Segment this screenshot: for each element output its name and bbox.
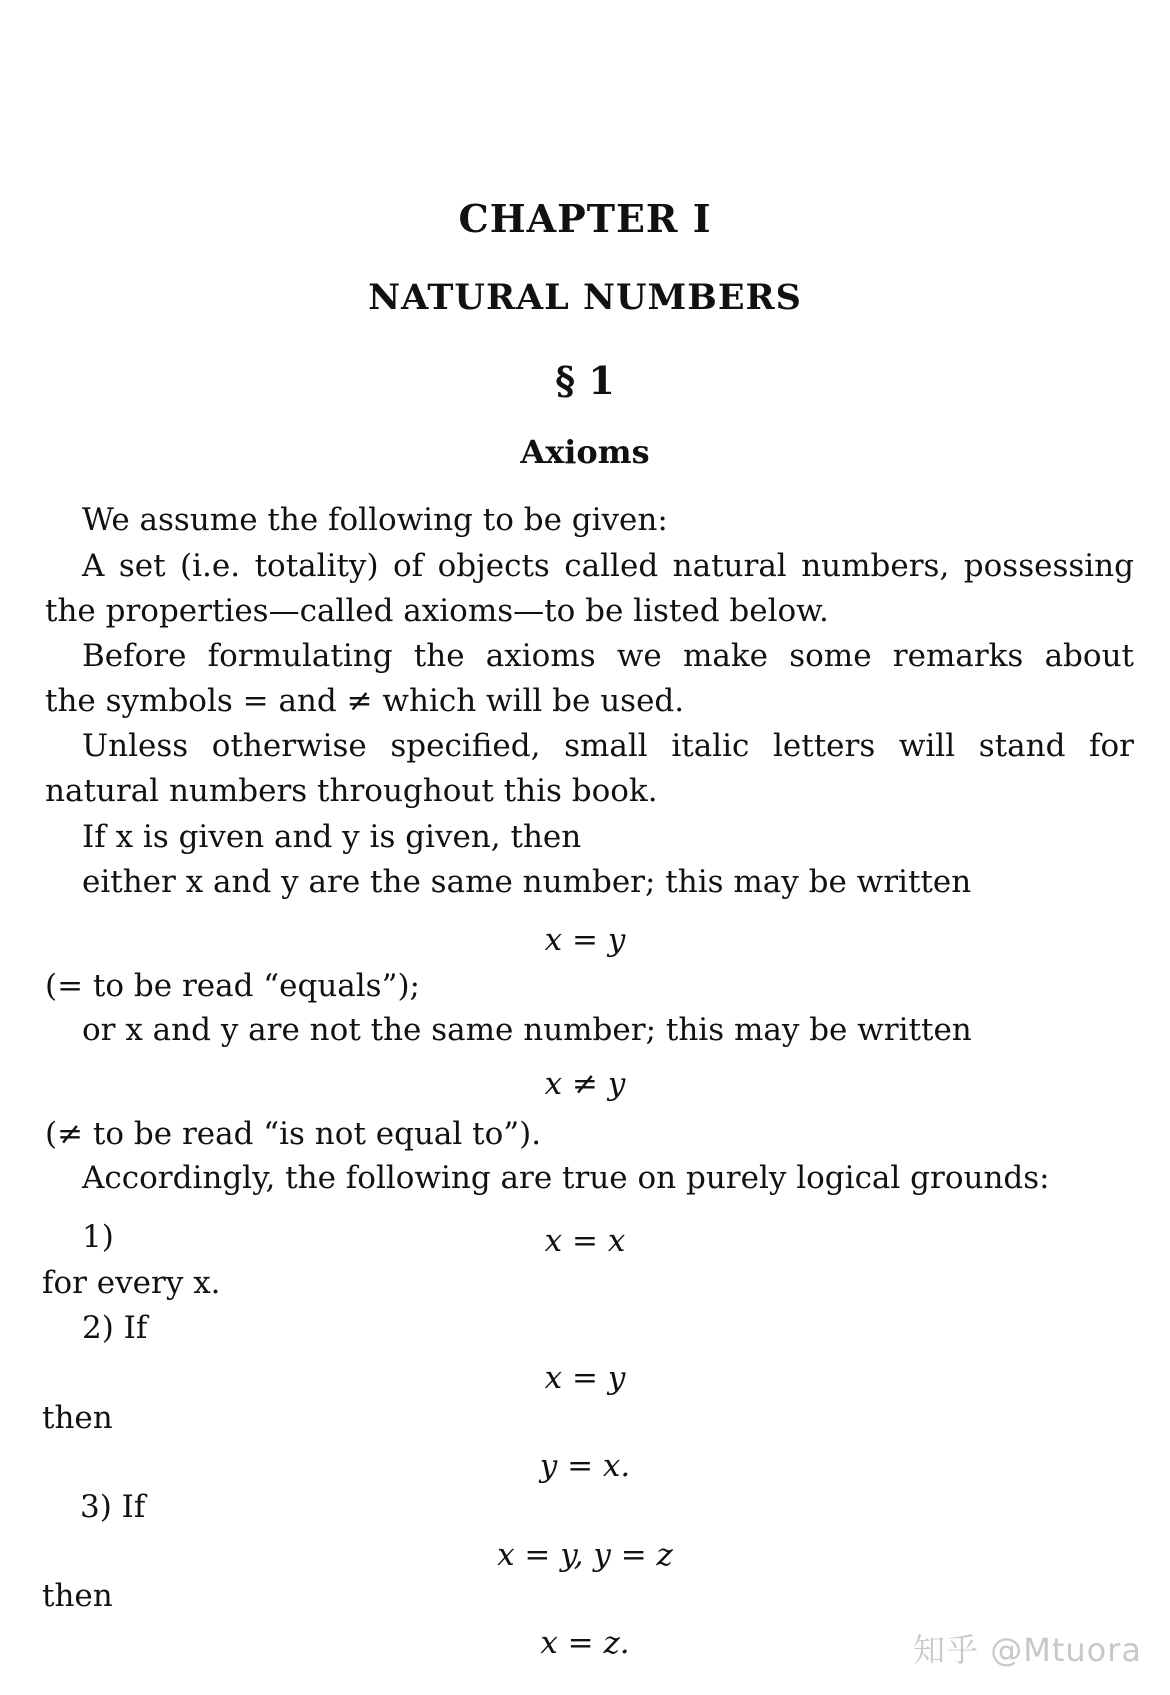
paragraph-line: then [42, 1578, 113, 1614]
paragraph-line: the properties—called axioms—to be listed below. [45, 593, 829, 629]
list-marker: 2) If [82, 1310, 148, 1346]
formula: y = x. [539, 1448, 631, 1484]
formula: x = y [544, 1360, 626, 1396]
formula: x = z. [540, 1625, 630, 1661]
section-number: § 1 [555, 358, 615, 403]
paragraph-line: (= to be read “equals”); [45, 968, 420, 1004]
chapter-title: NATURAL NUMBERS [368, 277, 802, 318]
paragraph-line: then [42, 1400, 113, 1436]
paragraph-line: or x and y are not the same number; this may be written [82, 1012, 972, 1048]
paragraph-line: (≠ to be read “is not equal to”). [45, 1116, 542, 1152]
paragraph-line: If x is given and y is given, then [82, 819, 582, 855]
formula: x = x [544, 1223, 626, 1259]
paragraph-line: either x and y are the same number; this may be written [82, 864, 972, 900]
list-marker: 3) If [80, 1489, 146, 1525]
watermark: 知乎 @Mtuora [913, 1631, 1142, 1669]
paragraph-line: for every x. [42, 1265, 221, 1301]
paragraph-line: Unless otherwise specified, small italic letters will stand for [82, 728, 1134, 764]
paragraph-line: natural numbers throughout this book. [45, 773, 658, 809]
chapter-heading: CHAPTER I [458, 196, 712, 241]
paragraph-line: Before formulating the axioms we make some remarks about [82, 638, 1134, 674]
formula: x = y, y = z [497, 1537, 673, 1573]
paragraph-line: A set (i.e. totality) of objects called natural numbers, possessing [82, 548, 1134, 584]
paragraph-line: We assume the following to be given: [82, 502, 668, 538]
paragraph-line: Accordingly, the following are true on purely logical grounds: [82, 1160, 1050, 1196]
paragraph-line: the symbols = and ≠ which will be used. [45, 683, 685, 719]
section-title: Axioms [520, 433, 650, 471]
formula: x ≠ y [544, 1066, 626, 1102]
list-marker: 1) [82, 1219, 114, 1255]
formula: x = y [544, 922, 626, 958]
